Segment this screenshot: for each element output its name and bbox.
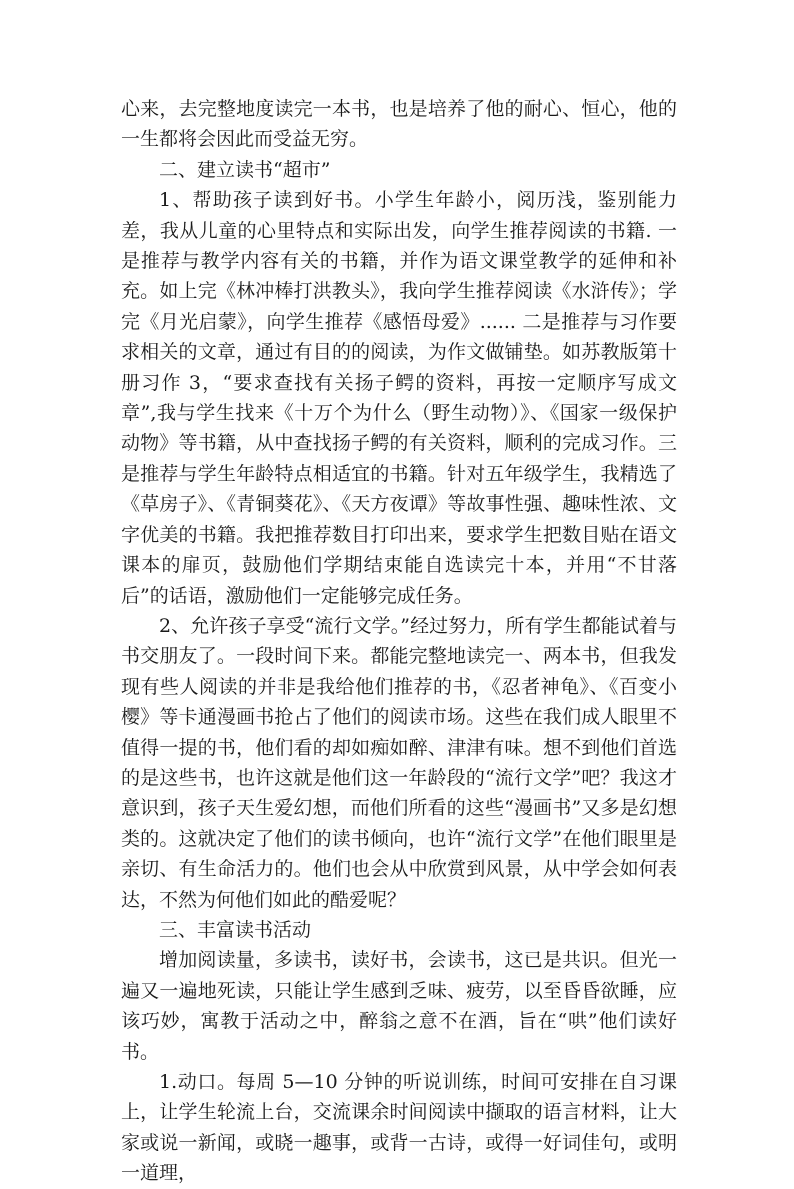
paragraph-continuation: 心来，去完整地度读完一本书，也是培养了他的耐心、恒心，他的一生都将会因此而受益无穷。 [121,98,677,151]
section-heading-3: 三、丰富读书活动 [159,918,312,941]
section-heading-2: 二、建立读书“超市” [159,158,331,181]
paragraph-speaking-practice: 1.动口。每周 5—10 分钟的听说训练，时间可安排在自习课上，让学生轮流上台，交流课余时间阅读中撷取的语言材料，让大家或说一新闻，或晓一趣事，或背一古诗，或得一好词佳句，或明一道理， [121,1071,677,1185]
paragraph-popular-literature: 2、允许孩子享受“流行文学。”经过努力，所有学生都能试着与书交朋友了。一段时间下来。都能完整地读完一、两本书，但我发现有些人阅读的并非是我给他们推荐的书，《忍者神龟》、《百变小樱》等卡通漫画书抢占了他们的阅读市场。这些在我们成人眼里不值得一提的书，他们看的却如痴如醉、津津有味。想不到他们首选的是这些书，也许这就是他们这一年龄段的“流行文学”吧？我这才意识到，孩子天生爱幻想，而他们所看的这些“漫画书”又多是幻想类的。这就决定了他们的读书倾向，也许“流行文学”在他们眼里是亲切、有生命活力的。他们也会从中欣赏到风景，从中学会如何表达，不然为何他们如此的酷爱呢？ [121,614,677,911]
document-page [121,94,677,1189]
paragraph-activities-intro: 增加阅读量，多读书，读好书，会读书，这已是共识。但光一遍又一遍地死读，只能让学生感到乏味、疲劳，以至昏昏欲睡，应该巧妙，寓教于活动之中，醉翁之意不在酒，旨在“哄”他们读好书。 [121,949,677,1063]
paragraph-recommend-books: 1、帮助孩子读到好书。小学生年龄小，阅历浅，鉴别能力差，我从儿童的心里特点和实际出发，向学生推荐阅读的书籍. 一是推荐与教学内容有关的书籍，并作为语文课堂教学的延伸和补充。如上完《林冲棒打洪教头》，我向学生推荐阅读《水浒传》；学完《月光启蒙》，向学生推荐《感悟母爱》...... 二是推荐与习作要求相关的文章，通过有目的的阅读，为作文做铺垫。如苏教版第十册习作 3，“要求查找有关扬子鳄的资料，再按一定顺序写成文章”,我与学生找来《十万个为什么（野生动物）》、《国家一级保护动物》等书籍，从中查找扬子鳄的有关资料，顺利的完成习作。三是推荐与学生年龄特点相适宜的书籍。针对五年级学生，我精选了《草房子》、《青铜葵花》、《天方夜谭》等故事性强、趣味性浓、文字优美的书籍。我把推荐数目打印出来，要求学生把数目贴在语文课本的扉页，鼓励他们学期结束能自选读完十本，并用“不甘落后”的话语，激励他们一定能够完成任务。 [121,189,677,607]
